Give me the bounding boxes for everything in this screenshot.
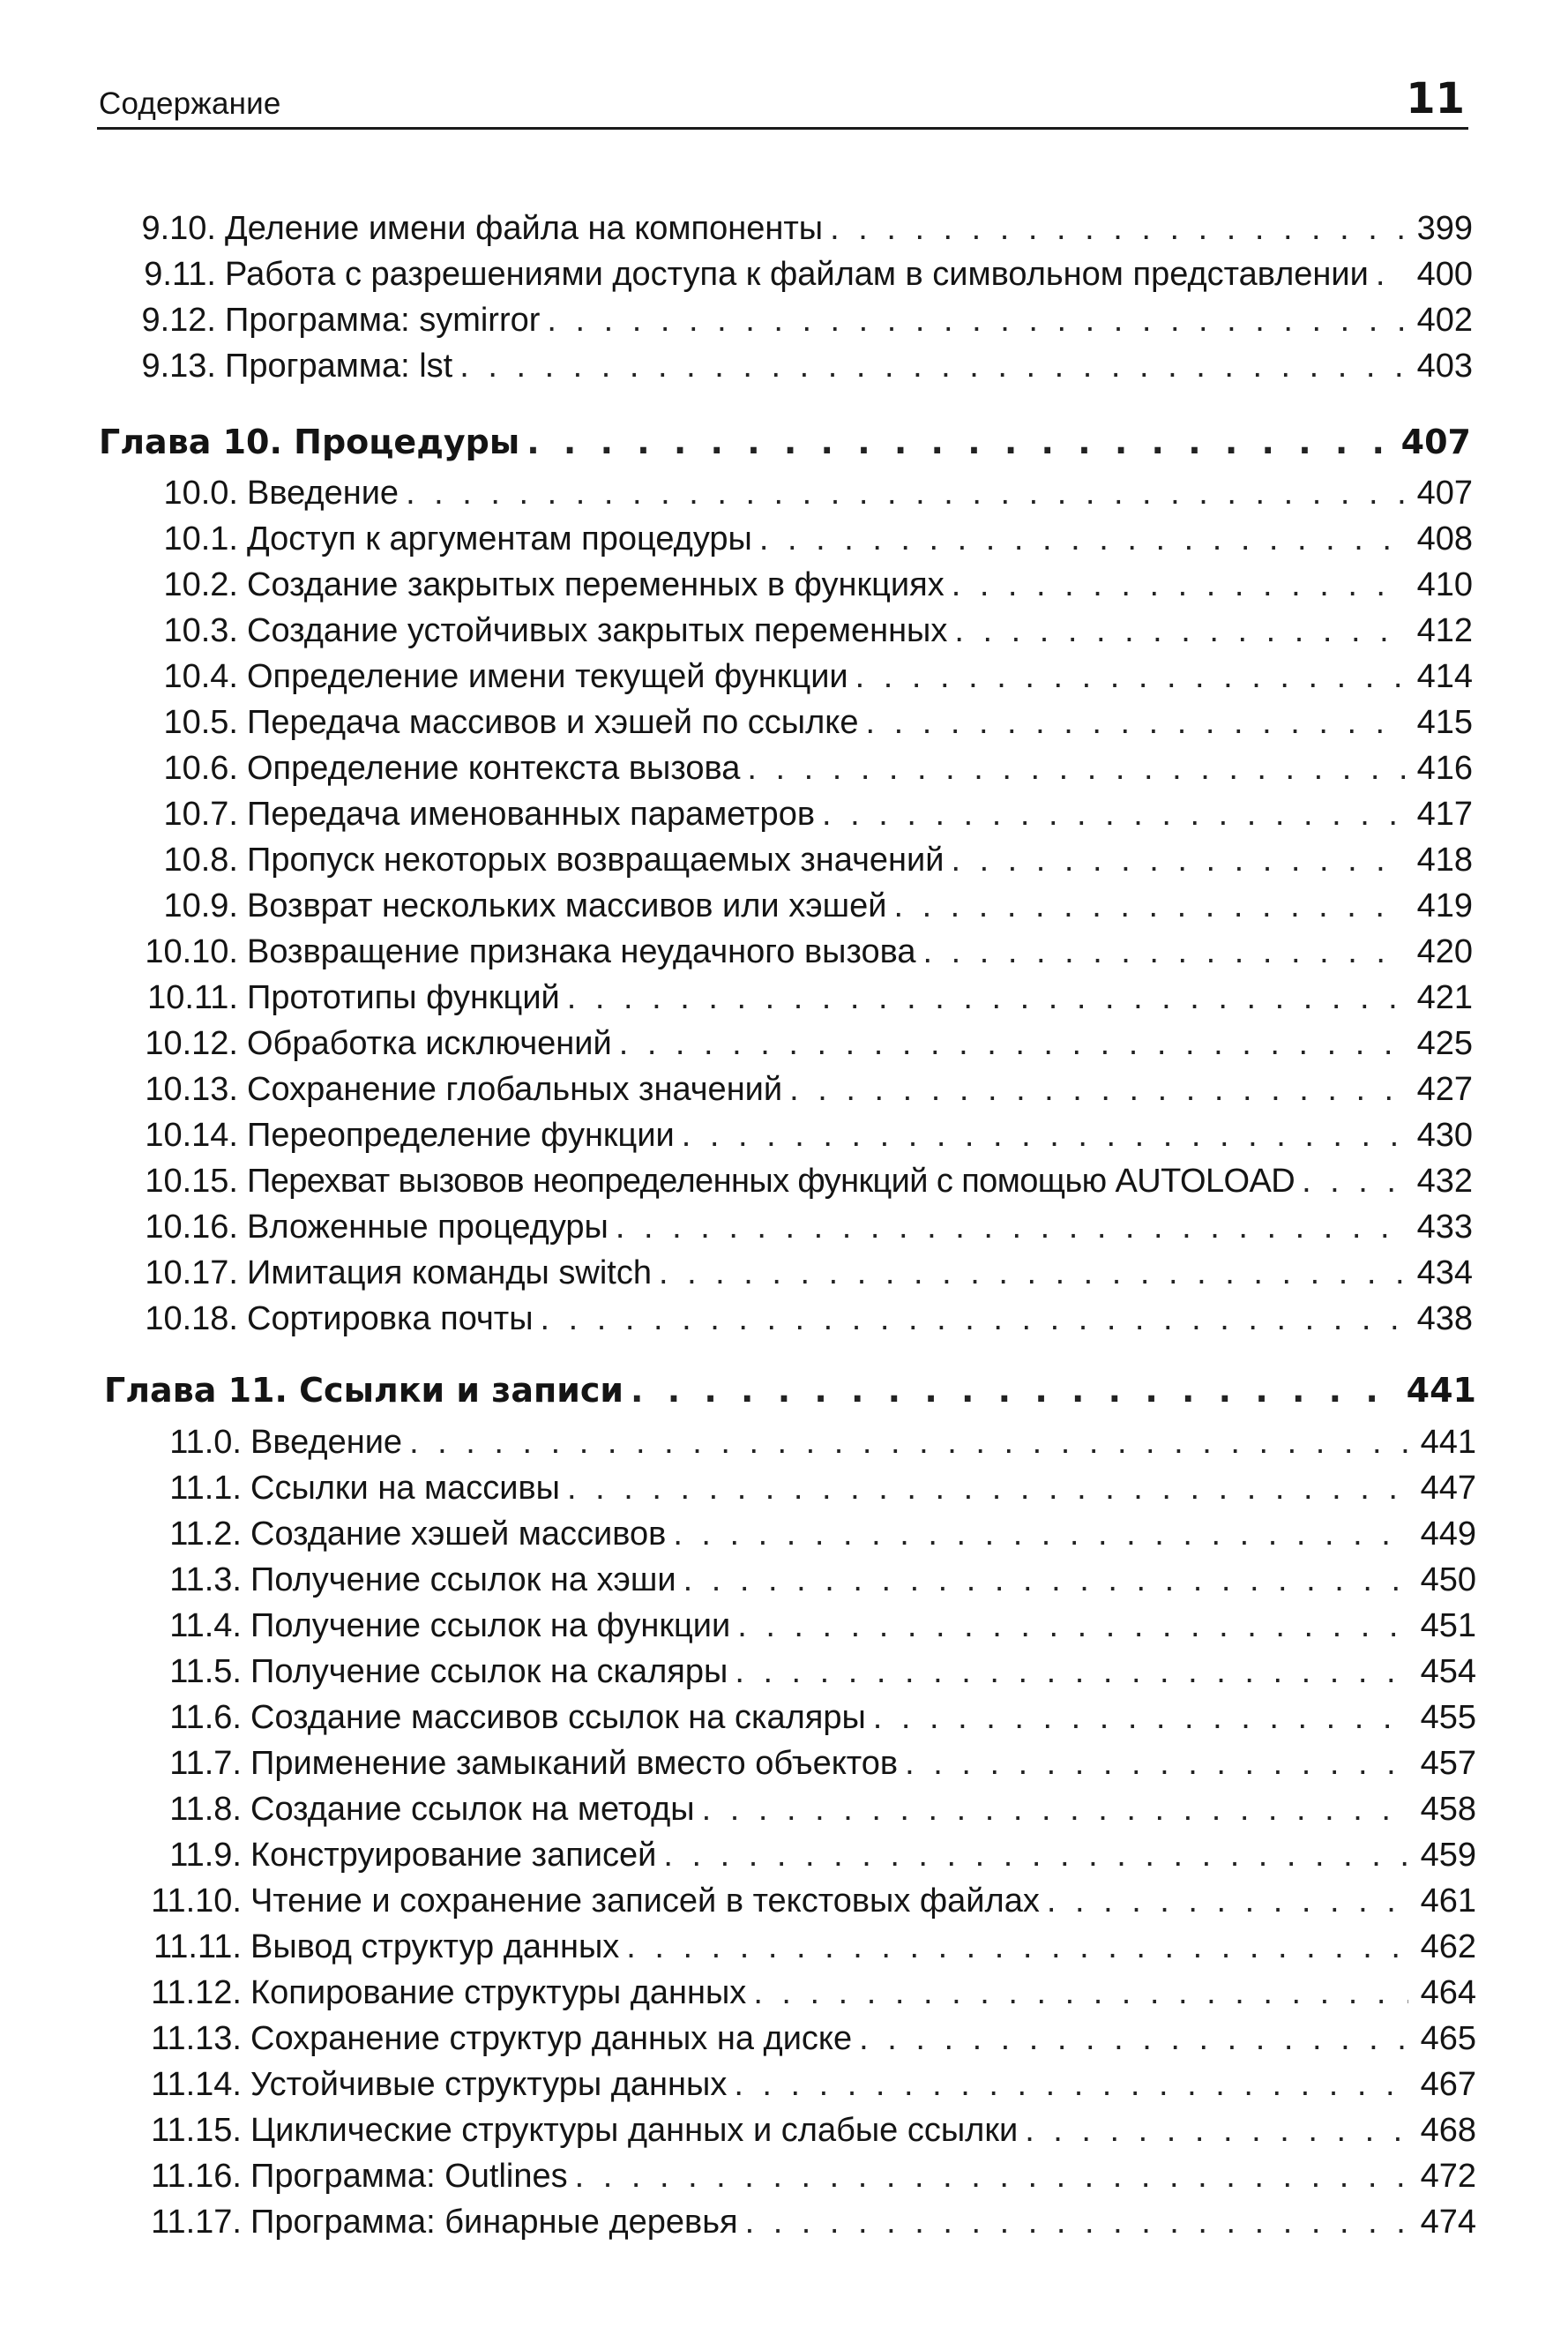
toc-entry <box>143 1972 1476 2013</box>
toc-entry-page: 472 <box>1420 2158 1476 2195</box>
toc-entry-number: 10.13. <box>145 1071 238 1108</box>
toc-entry-page: 450 <box>1420 1561 1476 1598</box>
toc-entry-page: 420 <box>1416 933 1473 970</box>
toc-entry-page: 402 <box>1416 302 1473 339</box>
dot-leader <box>753 1972 1407 2013</box>
toc-entry <box>143 1881 1476 1921</box>
toc-entry-title: Прототипы функций <box>247 979 560 1016</box>
toc-entry-number: 10.3. <box>163 612 238 649</box>
toc-entry-page: 441 <box>1420 1424 1476 1461</box>
toc-entry-title: Вывод структур данных <box>250 1928 620 1965</box>
dot-leader <box>575 2156 1408 2197</box>
dot-leader <box>406 473 1405 513</box>
toc-entry-title: Определение контекста вызова <box>247 750 741 787</box>
toc-entry <box>143 1697 1476 1738</box>
toc-entry-number: 9.10. <box>141 210 216 247</box>
toc-entry-page: 430 <box>1416 1117 1473 1154</box>
toc-entry-page: 455 <box>1420 1699 1476 1736</box>
toc-entry <box>143 1422 1476 1463</box>
toc-entry <box>139 1253 1473 1293</box>
toc-entry <box>143 2156 1476 2197</box>
toc-entry-page: 459 <box>1420 1837 1476 1874</box>
toc-entry-title: Программа: Outlines <box>250 2158 568 2195</box>
toc-entry-number: 11.13. <box>151 2020 242 2057</box>
toc-entry-page: 403 <box>1416 348 1473 385</box>
toc-entry <box>143 2202 1476 2242</box>
dot-leader <box>682 1115 1405 1156</box>
dot-leader <box>1302 1161 1405 1201</box>
toc-entry-page: 408 <box>1416 520 1473 558</box>
toc-entry-title: Чтение и сохранение записей в текстовых файлах <box>250 1882 1040 1920</box>
dot-leader <box>951 840 1404 880</box>
toc-entry-page: 474 <box>1420 2204 1476 2241</box>
toc-entry <box>143 1835 1476 1875</box>
toc-entry-title: Программа: lst <box>225 348 453 385</box>
toc-entry-number: 10.8. <box>163 842 238 879</box>
toc-entry-page: 407 <box>1416 475 1473 512</box>
toc-entry <box>139 519 1473 559</box>
dot-leader <box>702 1789 1408 1830</box>
toc-entry <box>139 748 1473 789</box>
toc-entry-page: 464 <box>1420 1974 1476 2011</box>
dot-leader <box>663 1835 1407 1875</box>
toc-entry-page: 449 <box>1420 1516 1476 1553</box>
toc-entry-number: 9.11. <box>144 256 216 293</box>
toc-entry <box>139 1161 1473 1201</box>
dot-leader <box>822 794 1405 834</box>
toc-entry-number: 9.13. <box>141 348 216 385</box>
dot-leader <box>789 1069 1404 1110</box>
toc-entry-page: 454 <box>1420 1653 1476 1690</box>
toc-entry-number: 11.4. <box>169 1607 242 1644</box>
toc-entry-title: Циклические структуры данных и слабые ссылки <box>250 2112 1019 2149</box>
toc-entry-page: 458 <box>1420 1791 1476 1828</box>
toc-entry-title: Устойчивые структуры данных <box>250 2066 728 2103</box>
toc-entry-page: 465 <box>1420 2020 1476 2057</box>
toc-entry-title: Введение <box>247 475 399 512</box>
toc-entry-page: 438 <box>1416 1300 1473 1337</box>
dot-leader <box>541 1298 1405 1339</box>
dot-leader <box>673 1514 1407 1554</box>
toc-entry <box>132 300 1473 341</box>
toc-entry <box>143 1743 1476 1784</box>
toc-entry <box>139 565 1473 605</box>
toc-entry-number: 10.15. <box>145 1163 238 1200</box>
toc-entry <box>139 610 1473 651</box>
dot-leader <box>1025 2110 1407 2151</box>
toc-entry <box>143 1789 1476 1830</box>
toc-entry-title: Получение ссылок на скаляры <box>250 1653 728 1690</box>
toc-entry-number: 10.1. <box>163 520 238 558</box>
toc-entry <box>143 2018 1476 2059</box>
toc-entry-number: 11.0. <box>169 1424 242 1461</box>
toc-entry-number: 10.10. <box>145 933 238 970</box>
dot-leader <box>737 1605 1407 1646</box>
toc-entry-title: Деление имени файла на компоненты <box>225 210 824 247</box>
toc-entry-page: 412 <box>1416 612 1473 649</box>
toc-entry-title: Получение ссылок на функции <box>250 1607 731 1644</box>
toc-entry-number: 10.17. <box>145 1254 238 1291</box>
dot-leader <box>893 886 1404 926</box>
toc-entry-page: 425 <box>1416 1025 1473 1062</box>
toc-entry-page: 447 <box>1420 1470 1476 1507</box>
chapter-title: Глава 10. Процедуры <box>99 423 520 461</box>
dot-leader <box>526 422 1388 462</box>
chapter-heading-11 <box>104 1370 1476 1411</box>
dot-leader <box>409 1422 1408 1463</box>
toc-entry <box>139 1207 1473 1247</box>
toc-entry-number: 10.18. <box>145 1300 238 1337</box>
toc-entry <box>139 977 1473 1018</box>
toc-entry-number: 11.3. <box>169 1561 242 1598</box>
toc-entry <box>143 1651 1476 1692</box>
toc-entry-page: 417 <box>1416 796 1473 833</box>
toc-entry-number: 11.8. <box>169 1791 242 1828</box>
dot-leader <box>905 1743 1407 1784</box>
toc-entry-page: 451 <box>1420 1607 1476 1644</box>
toc-entry-title: Перехват вызовов неопределенных функций с помощью AUTOLOAD <box>247 1163 1295 1200</box>
dot-leader <box>1047 1881 1408 1921</box>
dot-leader <box>626 1927 1407 1967</box>
toc-entry-number: 9.12. <box>141 302 216 339</box>
toc-entry-page: 427 <box>1416 1071 1473 1108</box>
toc-entry-title: Обработка исключений <box>247 1025 612 1062</box>
dot-leader <box>1376 254 1405 295</box>
toc-entry-page: 457 <box>1420 1745 1476 1782</box>
toc-entry-number: 10.2. <box>163 566 238 603</box>
dot-leader <box>745 2202 1408 2242</box>
chapter-page: 441 <box>1406 1371 1476 1410</box>
toc-entry-page: 468 <box>1420 2112 1476 2149</box>
toc-entry <box>143 2110 1476 2151</box>
toc-entry-title: Создание хэшей массивов <box>250 1516 667 1553</box>
toc-entry-title: Возврат нескольких массивов или хэшей <box>247 887 887 924</box>
toc-entry-page: 462 <box>1420 1928 1476 1965</box>
chapter-heading-10 <box>99 422 1471 462</box>
toc-entry-number: 11.1. <box>169 1470 242 1507</box>
toc-entry-number: 11.5. <box>169 1653 242 1690</box>
dot-leader <box>616 1207 1405 1247</box>
toc-entry-page: 400 <box>1416 256 1473 293</box>
toc-entry-title: Передача массивов и хэшей по ссылке <box>247 704 859 741</box>
toc-entry-number: 10.0. <box>163 475 238 512</box>
dot-leader <box>547 300 1404 341</box>
toc-entry <box>143 1468 1476 1508</box>
toc-entry-number: 10.12. <box>145 1025 238 1062</box>
toc-entry <box>132 346 1473 386</box>
toc-entry-page: 399 <box>1416 210 1473 247</box>
toc-entry-page: 416 <box>1416 750 1473 787</box>
dot-leader <box>865 702 1404 743</box>
toc-entry-title: Сохранение структур данных на диске <box>250 2020 853 2057</box>
toc-entry-number: 10.9. <box>163 887 238 924</box>
toc-entry <box>139 886 1473 926</box>
toc-entry <box>139 1023 1473 1064</box>
toc-entry-number: 10.11. <box>147 979 238 1016</box>
dot-leader <box>631 1370 1394 1411</box>
dot-leader <box>734 2064 1407 2105</box>
toc-entry-number: 10.4. <box>163 658 238 695</box>
toc-entry-number: 11.10. <box>151 1882 242 1920</box>
dot-leader <box>735 1651 1407 1692</box>
toc-entry <box>139 473 1473 513</box>
page-number: 11 <box>1406 74 1465 123</box>
toc-entry <box>143 1514 1476 1554</box>
toc-entry-number: 11.12. <box>151 1974 242 2011</box>
dot-leader <box>619 1023 1405 1064</box>
toc-entry-page: 461 <box>1420 1882 1476 1920</box>
dot-leader <box>567 977 1405 1018</box>
toc-entry-title: Применение замыканий вместо объектов <box>250 1745 899 1782</box>
toc-entry-title: Пропуск некоторых возвращаемых значений <box>247 842 945 879</box>
toc-entry-page: 418 <box>1416 842 1473 879</box>
dot-leader <box>659 1253 1405 1293</box>
dot-leader <box>859 2018 1407 2059</box>
dot-leader <box>747 748 1404 789</box>
toc-entry-title: Копирование структуры данных <box>250 1974 747 2011</box>
chapter-title: Глава 11. Ссылки и записи <box>104 1371 624 1410</box>
toc-entry <box>139 794 1473 834</box>
toc-entry-title: Создание ссылок на методы <box>250 1791 695 1828</box>
toc-entry-number: 11.14. <box>151 2066 242 2103</box>
toc-entry <box>132 254 1473 295</box>
toc-entry-number: 11.2. <box>169 1516 242 1553</box>
toc-entry <box>143 1560 1476 1600</box>
toc-entry-title: Передача именованных параметров <box>247 796 816 833</box>
chapter-page: 407 <box>1400 423 1471 461</box>
toc-entry-title: Создание устойчивых закрытых переменных <box>247 612 948 649</box>
toc-entry <box>143 2064 1476 2105</box>
toc-entry-title: Программа: symirror <box>225 302 541 339</box>
toc-entry <box>139 840 1473 880</box>
dot-leader <box>952 565 1405 605</box>
dot-leader <box>923 932 1405 972</box>
dot-leader <box>683 1560 1408 1600</box>
toc-entry-number: 10.7. <box>163 796 238 833</box>
toc-entry-number: 11.16. <box>151 2158 242 2195</box>
toc-entry-number: 11.17. <box>151 2204 242 2241</box>
toc-entry <box>139 702 1473 743</box>
dot-leader <box>855 656 1405 697</box>
dot-leader <box>759 519 1405 559</box>
toc-entry-page: 467 <box>1420 2066 1476 2103</box>
toc-entry <box>139 1069 1473 1110</box>
toc-entry-number: 10.5. <box>163 704 238 741</box>
toc-entry-title: Сортировка почты <box>247 1300 534 1337</box>
dot-leader <box>830 208 1405 249</box>
toc-entry <box>139 1298 1473 1339</box>
toc-entry <box>143 1605 1476 1646</box>
toc-entry-title: Определение имени текущей функции <box>247 658 848 695</box>
toc-entry-page: 421 <box>1416 979 1473 1016</box>
toc-entry-title: Доступ к аргументам процедуры <box>247 520 752 558</box>
dot-leader <box>873 1697 1408 1738</box>
dot-leader <box>459 346 1404 386</box>
toc-entry-number: 11.7. <box>169 1745 242 1782</box>
toc-entry-title: Сохранение глобальных значений <box>247 1071 783 1108</box>
toc-entry-page: 415 <box>1416 704 1473 741</box>
toc-entry-number: 11.6. <box>169 1699 242 1736</box>
toc-entry-title: Ссылки на массивы <box>250 1470 560 1507</box>
toc-entry-title: Создание закрытых переменных в функциях <box>247 566 945 603</box>
dot-leader <box>954 610 1404 651</box>
toc-entry-page: 432 <box>1416 1163 1473 1200</box>
toc-entry-title: Возвращение признака неудачного вызова <box>247 933 916 970</box>
toc-entry-number: 11.11. <box>153 1928 242 1965</box>
toc-entry-title: Получение ссылок на хэши <box>250 1561 676 1598</box>
toc-entry-page: 414 <box>1416 658 1473 695</box>
toc-entry-title: Вложенные процедуры <box>247 1209 609 1246</box>
toc-entry <box>132 208 1473 249</box>
toc-entry-number: 10.6. <box>163 750 238 787</box>
toc-entry <box>139 1115 1473 1156</box>
toc-entry-number: 11.9. <box>169 1837 242 1874</box>
toc-entry-page: 434 <box>1416 1254 1473 1291</box>
toc-entry-page: 433 <box>1416 1209 1473 1246</box>
toc-entry <box>143 1927 1476 1967</box>
toc-entry-title: Введение <box>250 1424 403 1461</box>
toc-entry-page: 410 <box>1416 566 1473 603</box>
toc-entry-title: Имитация команды switch <box>247 1254 652 1291</box>
toc-entry-number: 10.16. <box>145 1209 238 1246</box>
toc-entry-title: Программа: бинарные деревья <box>250 2204 738 2241</box>
running-title: Содержание <box>99 86 281 121</box>
toc-entry <box>139 656 1473 697</box>
toc-entry-title: Работа с разрешениями доступа к файлам в символьном представлении <box>225 256 1369 293</box>
toc-entry-number: 10.14. <box>145 1117 238 1154</box>
toc-entry-title: Конструирование записей <box>250 1837 657 1874</box>
toc-entry-title: Переопределение функции <box>247 1117 675 1154</box>
toc-entry <box>139 932 1473 972</box>
toc-entry-page: 419 <box>1416 887 1473 924</box>
toc-entry-number: 11.15. <box>151 2112 242 2149</box>
dot-leader <box>567 1468 1408 1508</box>
toc-entry-title: Создание массивов ссылок на скаляры <box>250 1699 866 1736</box>
